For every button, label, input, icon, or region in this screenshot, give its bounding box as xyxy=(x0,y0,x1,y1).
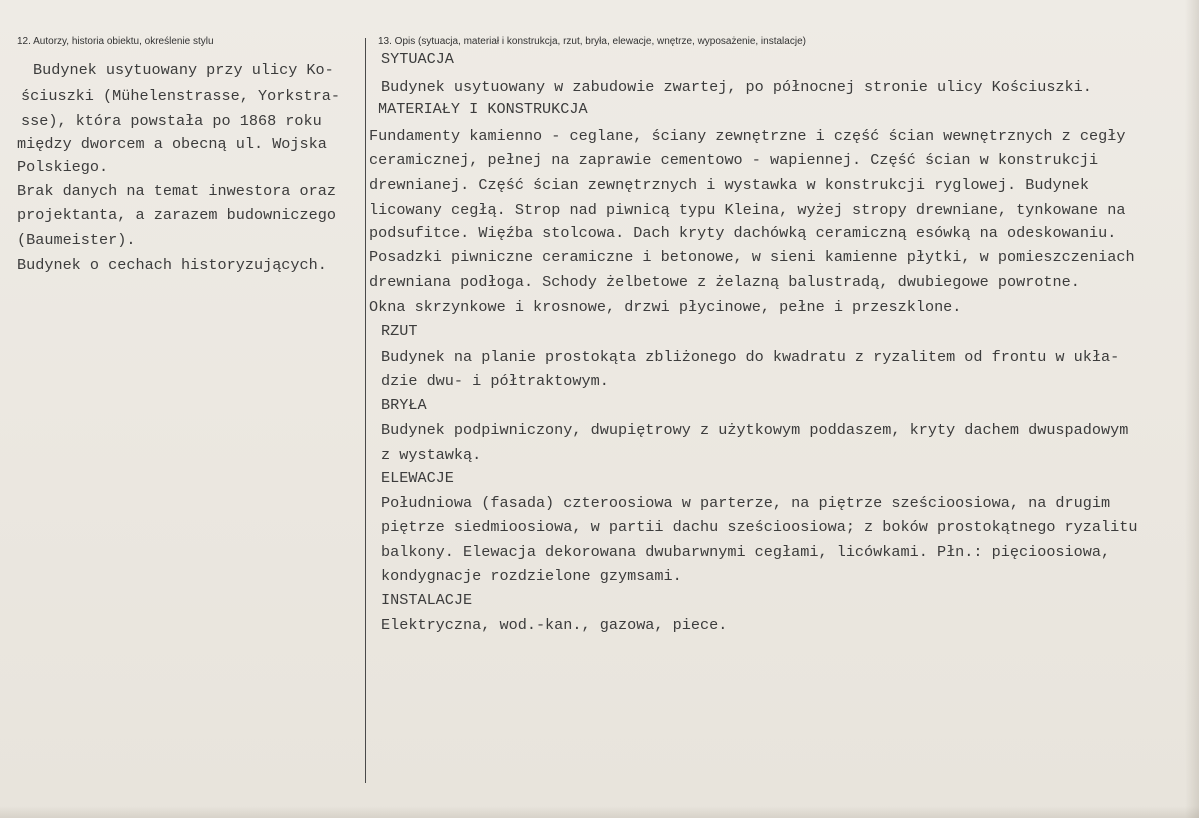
left-line: sse), która powstała po 1868 roku xyxy=(21,112,322,130)
right-line: podsufitce. Więźba stolcowa. Dach kryty dachówką ceramiczną esówką na odeskowaniu. xyxy=(369,224,1117,242)
right-line: dzie dwu- i półtraktowym. xyxy=(381,372,609,390)
left-line: między dworcem a obecną ul. Wojska xyxy=(17,135,327,153)
right-line: Elektryczna, wod.-kan., gazowa, piece. xyxy=(381,616,728,634)
left-line: (Baumeister). xyxy=(17,231,136,249)
left-line: Polskiego. xyxy=(17,158,109,176)
right-line: drewnianej. Część ścian zewnętrznych i wystawka w konstrukcji ryglowej. Budynek xyxy=(369,176,1090,194)
left-line: Budynek o cechach historyzujących. xyxy=(17,256,327,274)
right-line: Budynek usytuowany w zabudowie zwartej, po północnej stronie ulicy Kościuszki. xyxy=(381,78,1092,96)
right-line: Południowa (fasada) czteroosiowa w parterze, na piętrze sześcioosiowa, na drugim xyxy=(381,494,1111,512)
heading-instalacje: INSTALACJE xyxy=(381,591,473,609)
heading-materialy: MATERIAŁY I KONSTRUKCJA xyxy=(378,100,588,118)
right-line: piętrze siedmioosiowa, w partii dachu sześcioosiowa; z boków prostokątnego ryzalitu xyxy=(381,518,1138,536)
right-line: drewniana podłoga. Schody żelbetowe z żelazną balustradą, dwubiegowe powrotne. xyxy=(369,273,1080,291)
right-line: kondygnacje rozdzielone gzymsami. xyxy=(381,567,682,585)
heading-rzut: RZUT xyxy=(381,322,418,340)
left-line: ściuszki (Mühelenstrasse, Yorkstra- xyxy=(21,87,340,105)
right-line: Posadzki piwniczne ceramiczne i betonowe, w sieni kamienne płytki, w pomieszczeniach xyxy=(369,248,1135,266)
left-line: Budynek usytuowany przy ulicy Ko- xyxy=(33,61,334,79)
heading-elewacje: ELEWACJE xyxy=(381,469,454,487)
right-line: ceramicznej, pełnej na zaprawie cementowo - wapiennej. Część ścian w konstrukcji xyxy=(369,151,1099,169)
section-13-header: 13. Opis (sytuacja, materiał i konstrukcja, rzut, bryła, elewacje, wnętrze, wyposażenie, instalacje) xyxy=(378,36,806,47)
right-line: licowany cegłą. Strop nad piwnicą typu Kleina, wyżej stropy drewniane, tynkowane na xyxy=(369,201,1126,219)
column-divider xyxy=(365,38,366,783)
right-line: balkony. Elewacja dekorowana dwubarwnymi cegłami, licówkami. Płn.: pięcioosiowa, xyxy=(381,543,1111,561)
right-line: Fundamenty kamienno - ceglane, ściany zewnętrzne i część ścian wewnętrznych z cegły xyxy=(369,127,1126,145)
section-12-header: 12. Autorzy, historia obiektu, określenie stylu xyxy=(17,36,214,47)
right-line: Budynek podpiwniczony, dwupiętrowy z użytkowym poddaszem, kryty dachem dwuspadowym xyxy=(381,421,1129,439)
left-line: projektanta, a zarazem budowniczego xyxy=(17,206,336,224)
right-line: z wystawką. xyxy=(381,446,482,464)
heading-sytuacja: SYTUACJA xyxy=(381,50,454,68)
right-line: Budynek na planie prostokąta zbliżonego do kwadratu z ryzalitem od frontu w ukła- xyxy=(381,348,1120,366)
right-line: Okna skrzynkowe i krosnowe, drzwi płycinowe, pełne i przeszklone. xyxy=(369,298,962,316)
heading-bryla: BRYŁA xyxy=(381,396,427,414)
left-line: Brak danych na temat inwestora oraz xyxy=(17,182,336,200)
